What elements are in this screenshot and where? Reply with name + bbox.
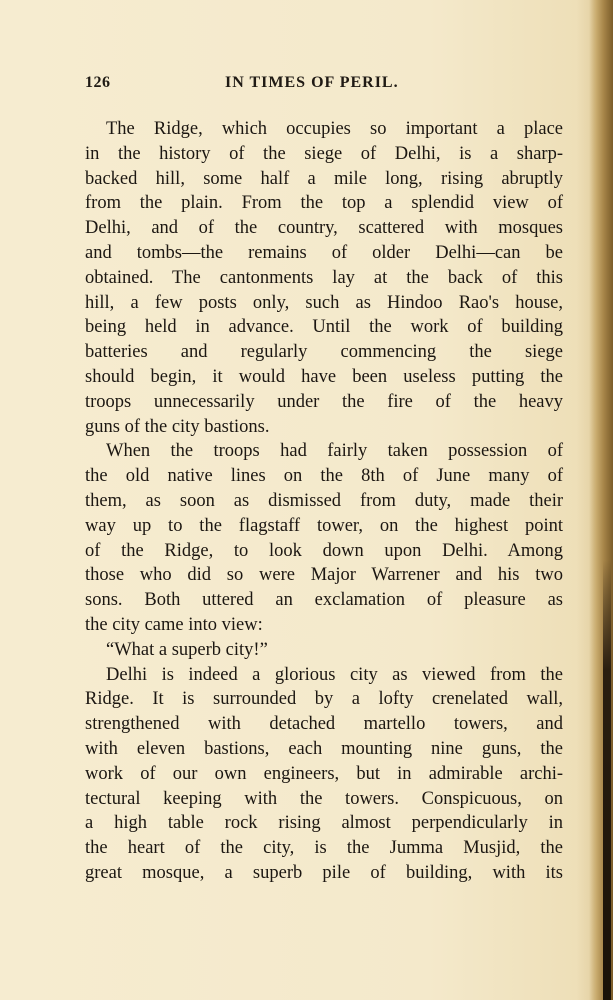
text-line: the old native lines on the 8th of June many of (85, 466, 563, 487)
text-line: way up to the flagstaff tower, on the highest point (85, 515, 563, 536)
text-line: Ridge. It is surrounded by a lofty crenelated wall, (85, 689, 563, 710)
text-line: When the troops had fairly taken possession of (106, 441, 563, 462)
text-line: the heart of the city, is the Jumma Musjid, the (85, 838, 563, 859)
text-line: Delhi, and of the country, scattered with mosques (85, 218, 563, 239)
body-text (85, 117, 563, 886)
text-line: with eleven bastions, each mounting nine guns, the (85, 738, 563, 759)
book-gutter-dark (603, 560, 611, 1000)
text-line: tectural keeping with the towers. Conspicuous, on (85, 788, 563, 809)
text-line: from the plain. From the top a splendid view of (85, 193, 563, 214)
text-line: sons. Both uttered an exclamation of pleasure as (85, 590, 563, 611)
text-line: troops unnecessarily under the fire of the heavy (85, 391, 563, 412)
text-line: work of our own engineers, but in admirable archi- (85, 763, 563, 784)
text-line: and tombs—the remains of older Delhi—can be (85, 242, 563, 263)
text-line: guns of the city bastions. (85, 416, 270, 437)
text-line: batteries and regularly commencing the siege (85, 342, 563, 363)
text-line: hill, a few posts only, such as Hindoo Rao's house, (85, 292, 563, 313)
text-line: being held in advance. Until the work of building (85, 317, 563, 338)
text-line: them, as soon as dismissed from duty, made their (85, 490, 563, 511)
text-line: obtained. The cantonments lay at the back of this (85, 267, 563, 288)
text-line: those who did so were Major Warrener and his two (85, 565, 563, 586)
text-line: strengthened with detached martello towers, and (85, 714, 563, 735)
text-line: The Ridge, which occupies so important a place (106, 119, 563, 139)
text-line: Delhi is indeed a glorious city as viewed from the (106, 664, 563, 685)
page-number: 126 (85, 74, 111, 91)
text-line: of the Ridge, to look down upon Delhi. Among (85, 540, 563, 561)
text-line: backed hill, some half a mile long, rising abruptly (85, 168, 563, 189)
text-line: in the history of the siege of Delhi, is a sharp- (85, 143, 563, 164)
text-line: the city came into view: (85, 614, 263, 635)
text-line: a high table rock rising almost perpendicularly in (85, 813, 563, 834)
text-line: “What a superb city!” (106, 639, 268, 660)
text-line: should begin, it would have been useless putting the (85, 366, 563, 387)
running-head: IN TIMES OF PERIL. (225, 74, 399, 91)
text-line: great mosque, a superb pile of building, with its (85, 862, 563, 883)
